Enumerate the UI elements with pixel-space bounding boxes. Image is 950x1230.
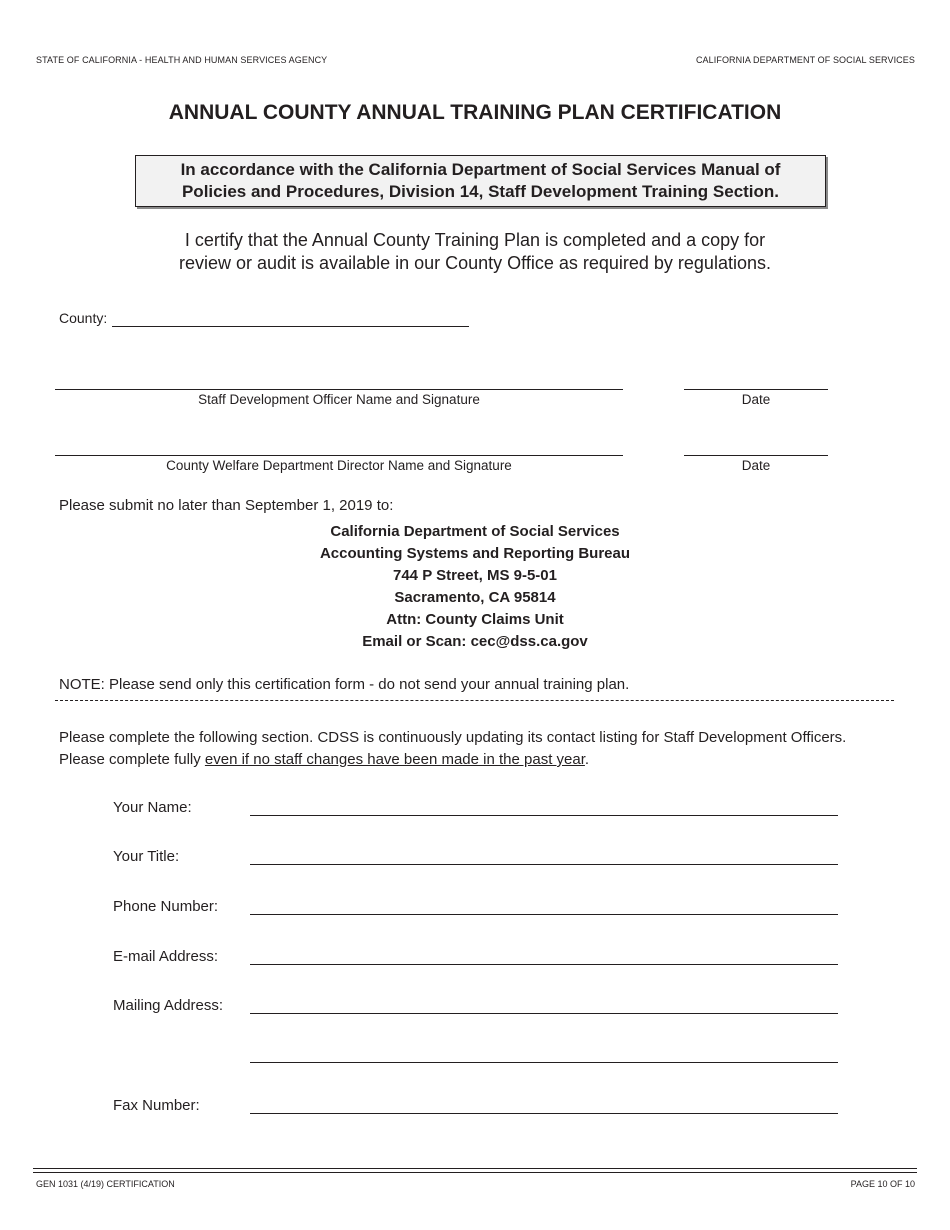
header-department: CALIFORNIA DEPARTMENT OF SOCIAL SERVICES — [695, 55, 915, 65]
contact-section-intro — [59, 727, 846, 771]
sdo-date-line[interactable] — [684, 389, 828, 390]
director-date-line[interactable] — [684, 455, 828, 456]
director-date-caption: Date — [741, 458, 771, 473]
contact-intro-line-1: Please complete the following section. CDSS is continuously updating its contact listing for Staff Development Officers. — [59, 729, 847, 746]
phone-number-input-line[interactable] — [250, 914, 838, 915]
your-title-label: Your Title: — [113, 848, 180, 865]
sdo-date-caption: Date — [741, 392, 771, 407]
certification-statement — [0, 229, 950, 275]
page-title: ANNUAL COUNTY ANNUAL TRAINING PLAN CERTIFICATION — [168, 101, 782, 124]
mailing-address-block — [0, 521, 950, 653]
address-line-4: Sacramento, CA 95814 — [394, 589, 556, 606]
accordance-box — [135, 155, 826, 207]
certification-line-1: I certify that the Annual County Training Plan is completed and a copy for — [184, 230, 766, 250]
note-text: NOTE: Please send only this certification form - do not send your annual training plan. — [59, 676, 630, 693]
mailing-address-input-line-1[interactable] — [250, 1013, 838, 1014]
sdo-signature-caption: Staff Development Officer Name and Signature — [198, 392, 480, 407]
your-title-input-line[interactable] — [250, 864, 838, 865]
cut-line-divider — [55, 700, 894, 701]
contact-intro-prefix: Please complete fully — [59, 751, 205, 768]
page-number: PAGE 10 OF 10 — [850, 1179, 915, 1189]
county-label: County: — [59, 310, 108, 326]
sdo-signature-line[interactable] — [55, 389, 623, 390]
header-agency: STATE OF CALIFORNIA - HEALTH AND HUMAN SERVICES AGENCY — [36, 55, 328, 65]
footer-rule — [33, 1168, 917, 1173]
your-name-input-line[interactable] — [250, 815, 838, 816]
director-signature-caption: County Welfare Department Director Name and Signature — [166, 458, 512, 473]
certification-line-2: review or audit is available in our County Office as required by regulations. — [179, 253, 771, 273]
accordance-line-2: Policies and Procedures, Division 14, Staff Development Training Section. — [181, 182, 780, 201]
accordance-line-1: In accordance with the California Department of Social Services Manual of — [180, 160, 781, 179]
address-line-6: Email or Scan: cec@dss.ca.gov — [362, 633, 588, 650]
form-number: GEN 1031 (4/19) CERTIFICATION — [36, 1179, 175, 1189]
email-address-label: E-mail Address: — [113, 948, 219, 965]
mailing-address-input-line-2[interactable] — [250, 1062, 838, 1063]
address-line-2: Accounting Systems and Reporting Bureau — [319, 545, 631, 562]
director-signature-line[interactable] — [55, 455, 623, 456]
phone-number-label: Phone Number: — [113, 898, 219, 915]
fax-number-label: Fax Number: — [113, 1097, 200, 1114]
contact-intro-suffix: . — [584, 751, 590, 768]
county-input-line[interactable] — [112, 326, 469, 327]
address-line-1: California Department of Social Services — [330, 523, 620, 540]
address-line-3: 744 P Street, MS 9-5-01 — [393, 567, 557, 584]
address-line-5: Attn: County Claims Unit — [386, 611, 564, 628]
your-name-label: Your Name: — [113, 799, 192, 816]
submit-instructions: Please submit no later than September 1, 2019 to: — [59, 497, 394, 514]
contact-intro-line-2 — [59, 749, 846, 771]
email-address-input-line[interactable] — [250, 964, 838, 965]
fax-number-input-line[interactable] — [250, 1113, 838, 1114]
contact-intro-emphasis: even if no staff changes have been made in the past year — [204, 751, 585, 768]
mailing-address-label: Mailing Address: — [113, 997, 224, 1014]
